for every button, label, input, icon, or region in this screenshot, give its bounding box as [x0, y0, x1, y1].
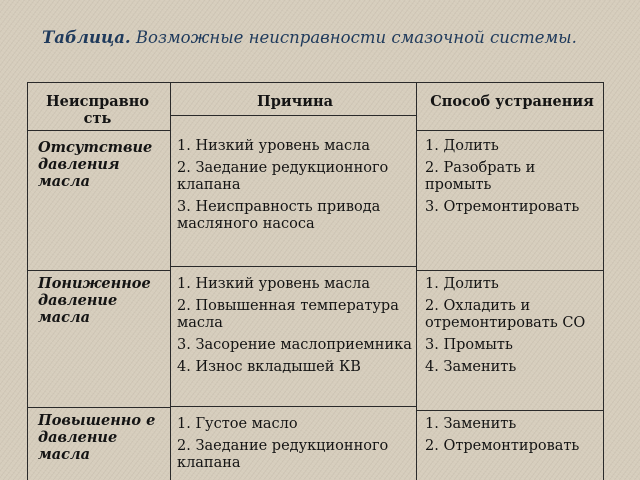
cause-item: 4. Износ вкладышей КВ: [177, 359, 361, 375]
table-border-top-3: [416, 82, 604, 83]
table-caption: [42, 28, 577, 47]
header-remedy: Способ устранения: [430, 93, 594, 110]
remedy-item: 2. Разобрать и промыть: [425, 160, 536, 193]
remedy-list: [425, 138, 600, 221]
cause-item: 2. Заедание редукционного клапана: [177, 438, 389, 471]
remedy-item: 3. Промыть: [425, 337, 513, 353]
row1-bottom-col1: [27, 270, 170, 271]
remedy-item: 1. Заменить: [425, 416, 517, 432]
cause-list: [177, 416, 413, 477]
cause-item: 3. Неисправность привода масляного насоса: [177, 199, 381, 232]
row1-bottom-col3: [416, 270, 604, 271]
cause-list: [177, 276, 413, 381]
remedy-item: 3. Отремонтировать: [425, 199, 580, 215]
table-border-left: [27, 82, 28, 480]
remedy-item: 2. Охладить и отремонтировать СО: [425, 298, 586, 331]
table-border-top-1: [27, 82, 170, 83]
fault-cell: Повышенно е давление масла: [38, 412, 156, 463]
cause-item: 1. Низкий уровень масла: [177, 138, 371, 154]
cause-item: 2. Повышенная температура масла: [177, 298, 399, 331]
row2-bottom-col1: [27, 407, 170, 408]
row1-bottom-col2: [170, 266, 416, 267]
cause-list: [177, 138, 413, 238]
header-bottom-col2: [170, 115, 416, 116]
cause-item: 1. Густое масло: [177, 416, 298, 432]
header-fault: Неисправно сть: [45, 93, 149, 127]
table-divider-2: [416, 82, 417, 480]
cause-item: 3. Засорение маслоприемника: [177, 337, 412, 353]
header-cause: Причина: [257, 93, 333, 110]
remedy-item: 1. Долить: [425, 138, 499, 154]
table-border-top-2: [170, 82, 416, 83]
caption-text: Возможные неисправности смазочной системы.: [135, 28, 577, 47]
table-divider-1: [170, 82, 171, 480]
remedy-list: [425, 416, 600, 460]
header-bottom-col1: [27, 130, 170, 131]
remedy-item: 4. Заменить: [425, 359, 517, 375]
remedy-item: 2. Отремонтировать: [425, 438, 580, 454]
header-bottom-col3: [416, 130, 604, 131]
row2-bottom-col3: [416, 410, 604, 411]
remedy-list: [425, 276, 600, 381]
row2-bottom-col2: [170, 406, 416, 407]
table-border-right: [603, 82, 604, 480]
cause-item: 2. Заедание редукционного клапана: [177, 160, 389, 193]
caption-label: Таблица.: [42, 28, 131, 47]
cause-item: 1. Низкий уровень масла: [177, 276, 371, 292]
fault-cell: Пониженное давление масла: [38, 275, 151, 326]
remedy-item: 1. Долить: [425, 276, 499, 292]
fault-cell: Отсутствие давления масла: [38, 139, 153, 190]
